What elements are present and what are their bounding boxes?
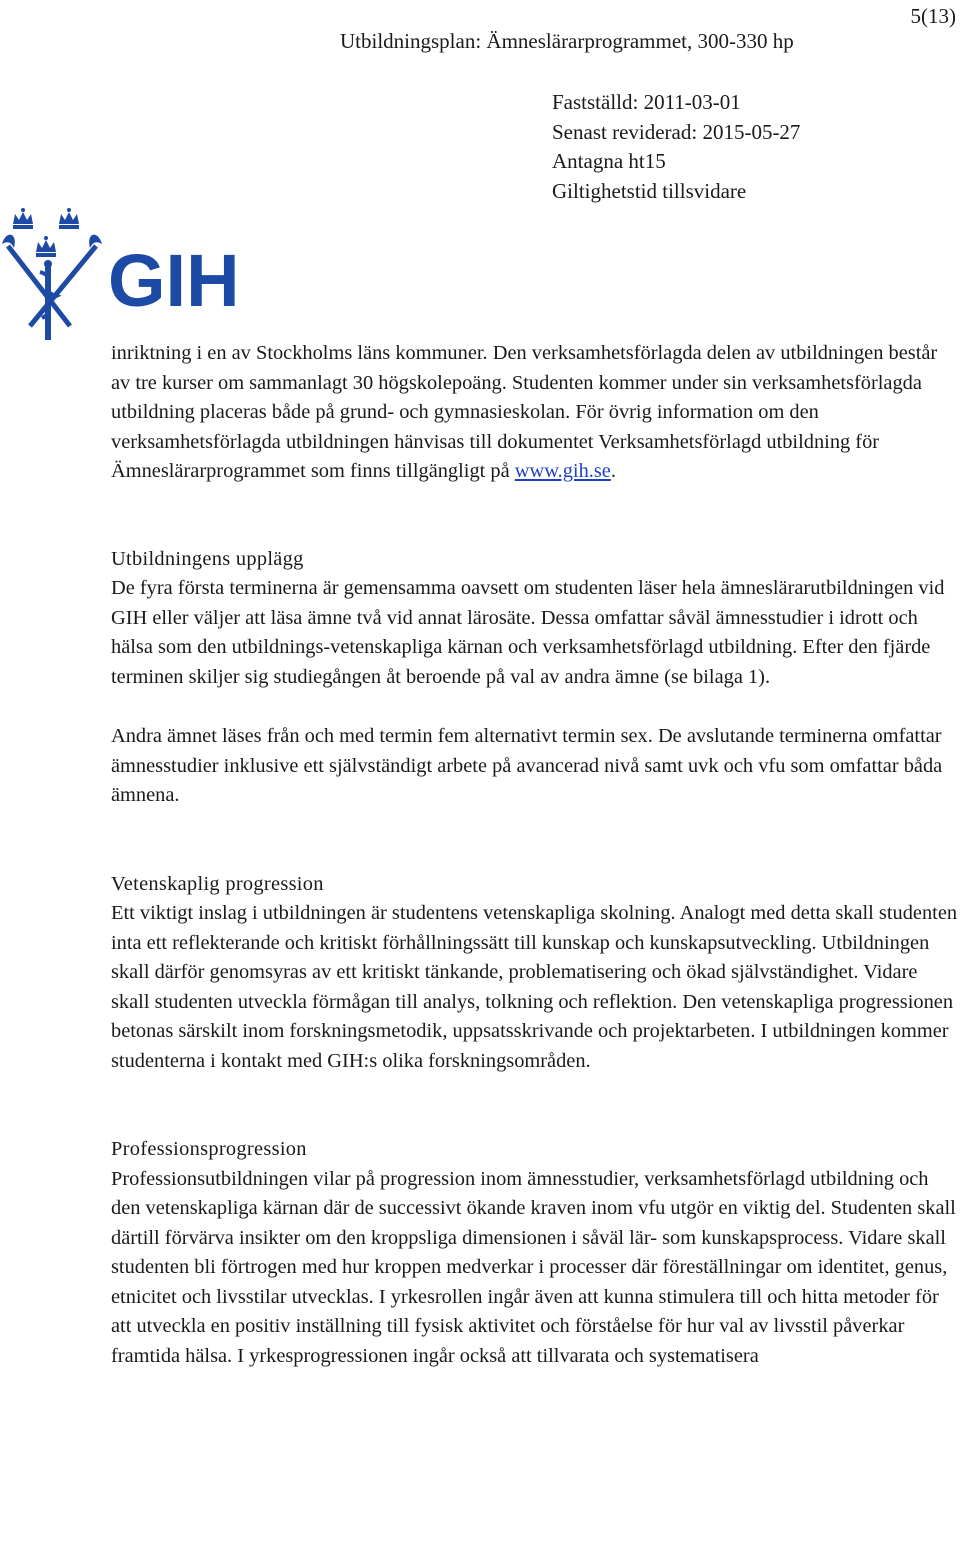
meta-established: Fastställd: 2011-03-01 bbox=[552, 90, 741, 114]
meta-revised: Senast reviderad: 2015-05-27 bbox=[552, 119, 801, 144]
section-paragraph: Professionsutbildningen vilar på progression inom ämnesstudier, verksamhetsförlagd utbildning och den vetenskapliga kärnan där de successivt ökande kraven inom vfu utgör en viktig del. Studenten skall därtill förvärva insikter om den kroppsliga dimensionen i såväl lär- som kunskapsprocess. Vidare skall studenten bli förtrogen med hur kroppen medverkar i processer där föreställningar om identitet, genus, etnicitet och livsstilar utvecklas. I yrkesrollen ingår även att kunna stimulera till och hitta metoder för att utveckla en positiv inställning till fysisk aktivitet och förståelse för hur val av livsstil påverkar framtida hälsa. I yrkesprogressionen ingår också att tillvarata och systematisera bbox=[111, 1167, 956, 1367]
document-meta bbox=[552, 88, 800, 206]
section-heading-professionsprogression: Professionsprogression bbox=[111, 1138, 307, 1160]
document-body bbox=[111, 339, 960, 1371]
gih-website-link[interactable]: www.gih.se bbox=[514, 460, 611, 482]
gih-wordmark: GIH bbox=[108, 239, 240, 322]
document-title: Utbildningsplan: Ämneslärarprogrammet, 300-330 hp bbox=[340, 29, 794, 53]
crown-icon bbox=[59, 208, 79, 229]
gih-crest-icon bbox=[0, 206, 250, 346]
crown-icon bbox=[13, 208, 33, 229]
meta-admitted: Antagna ht15 bbox=[552, 149, 666, 173]
page-number: 5(13) bbox=[910, 4, 956, 28]
crown-icon bbox=[36, 236, 56, 257]
intro-text: inriktning i en av Stockholms läns kommuner. Den verksamhetsförlagda delen av utbildningen består av tre kurser om sammanlagt 30 högskolepoäng. Studenten kommer under sin verksamhetsförlagda utbildning placeras både på grund- och gymnasieskolan. För övrig information om den verksamhetsförlagda utbildningen hänvisas till dokumentet Verksamhetsförlagd utbildning för Ämneslärarprogrammet som finns tillgängligt på bbox=[111, 342, 938, 482]
gih-logo bbox=[0, 206, 250, 346]
spacer bbox=[111, 1076, 960, 1135]
section-heading-upplagg: Utbildningens upplägg bbox=[111, 547, 304, 570]
section-paragraph: Andra ämnet läses från och med termin fem alternativt termin sex. De avslutande terminerna omfattar ämnesstudier inklusive ett självständigt arbete på avancerad nivå samt uvk och vfu som omfattar båda ämnena. bbox=[111, 725, 943, 806]
spacer bbox=[111, 811, 960, 870]
spacer bbox=[111, 487, 960, 545]
intro-period: . bbox=[610, 460, 616, 482]
meta-validity: Giltighetstid tillsvidare bbox=[552, 178, 747, 203]
section-heading-vetenskaplig-progression: Vetenskaplig progression bbox=[111, 872, 324, 895]
intro-paragraph bbox=[111, 339, 960, 487]
section-paragraph: Ett viktigt inslag i utbildningen är studentens vetenskapliga skolning. Analogt med detta skall studenten inta ett reflekterande och kritiskt förhållningssätt till kunskap och kunskapsutveckling. Utbildningen skall därför genomsyras av ett kritiskt tänkande, problematisering och ökad självständighet. Vidare skall studenten utveckla förmågan till analys, tolkning och reflektion. Den vetenskapliga progressionen betonas särskilt inom forskningsmetodik, uppsatsskrivande och projektarbeten. I utbildningen kommer studenterna i kontakt med GIH:s olika forskningsområden. bbox=[111, 902, 958, 1072]
section-paragraph: De fyra första terminerna är gemensamma oavsett om studenten läser hela ämneslärarutbildningen vid GIH eller väljer att läsa ämne två vid annat lärosäte. Dessa omfattar såväl ämnesstudier i idrott och hälsa som den utbildnings-vetenskapliga kärnan och verksamhetsförlagd utbildning. Efter den fjärde terminen skiljer sig studiegången åt beroende på val av andra ämne (se bilaga 1). bbox=[111, 577, 945, 688]
spacer bbox=[111, 692, 960, 722]
